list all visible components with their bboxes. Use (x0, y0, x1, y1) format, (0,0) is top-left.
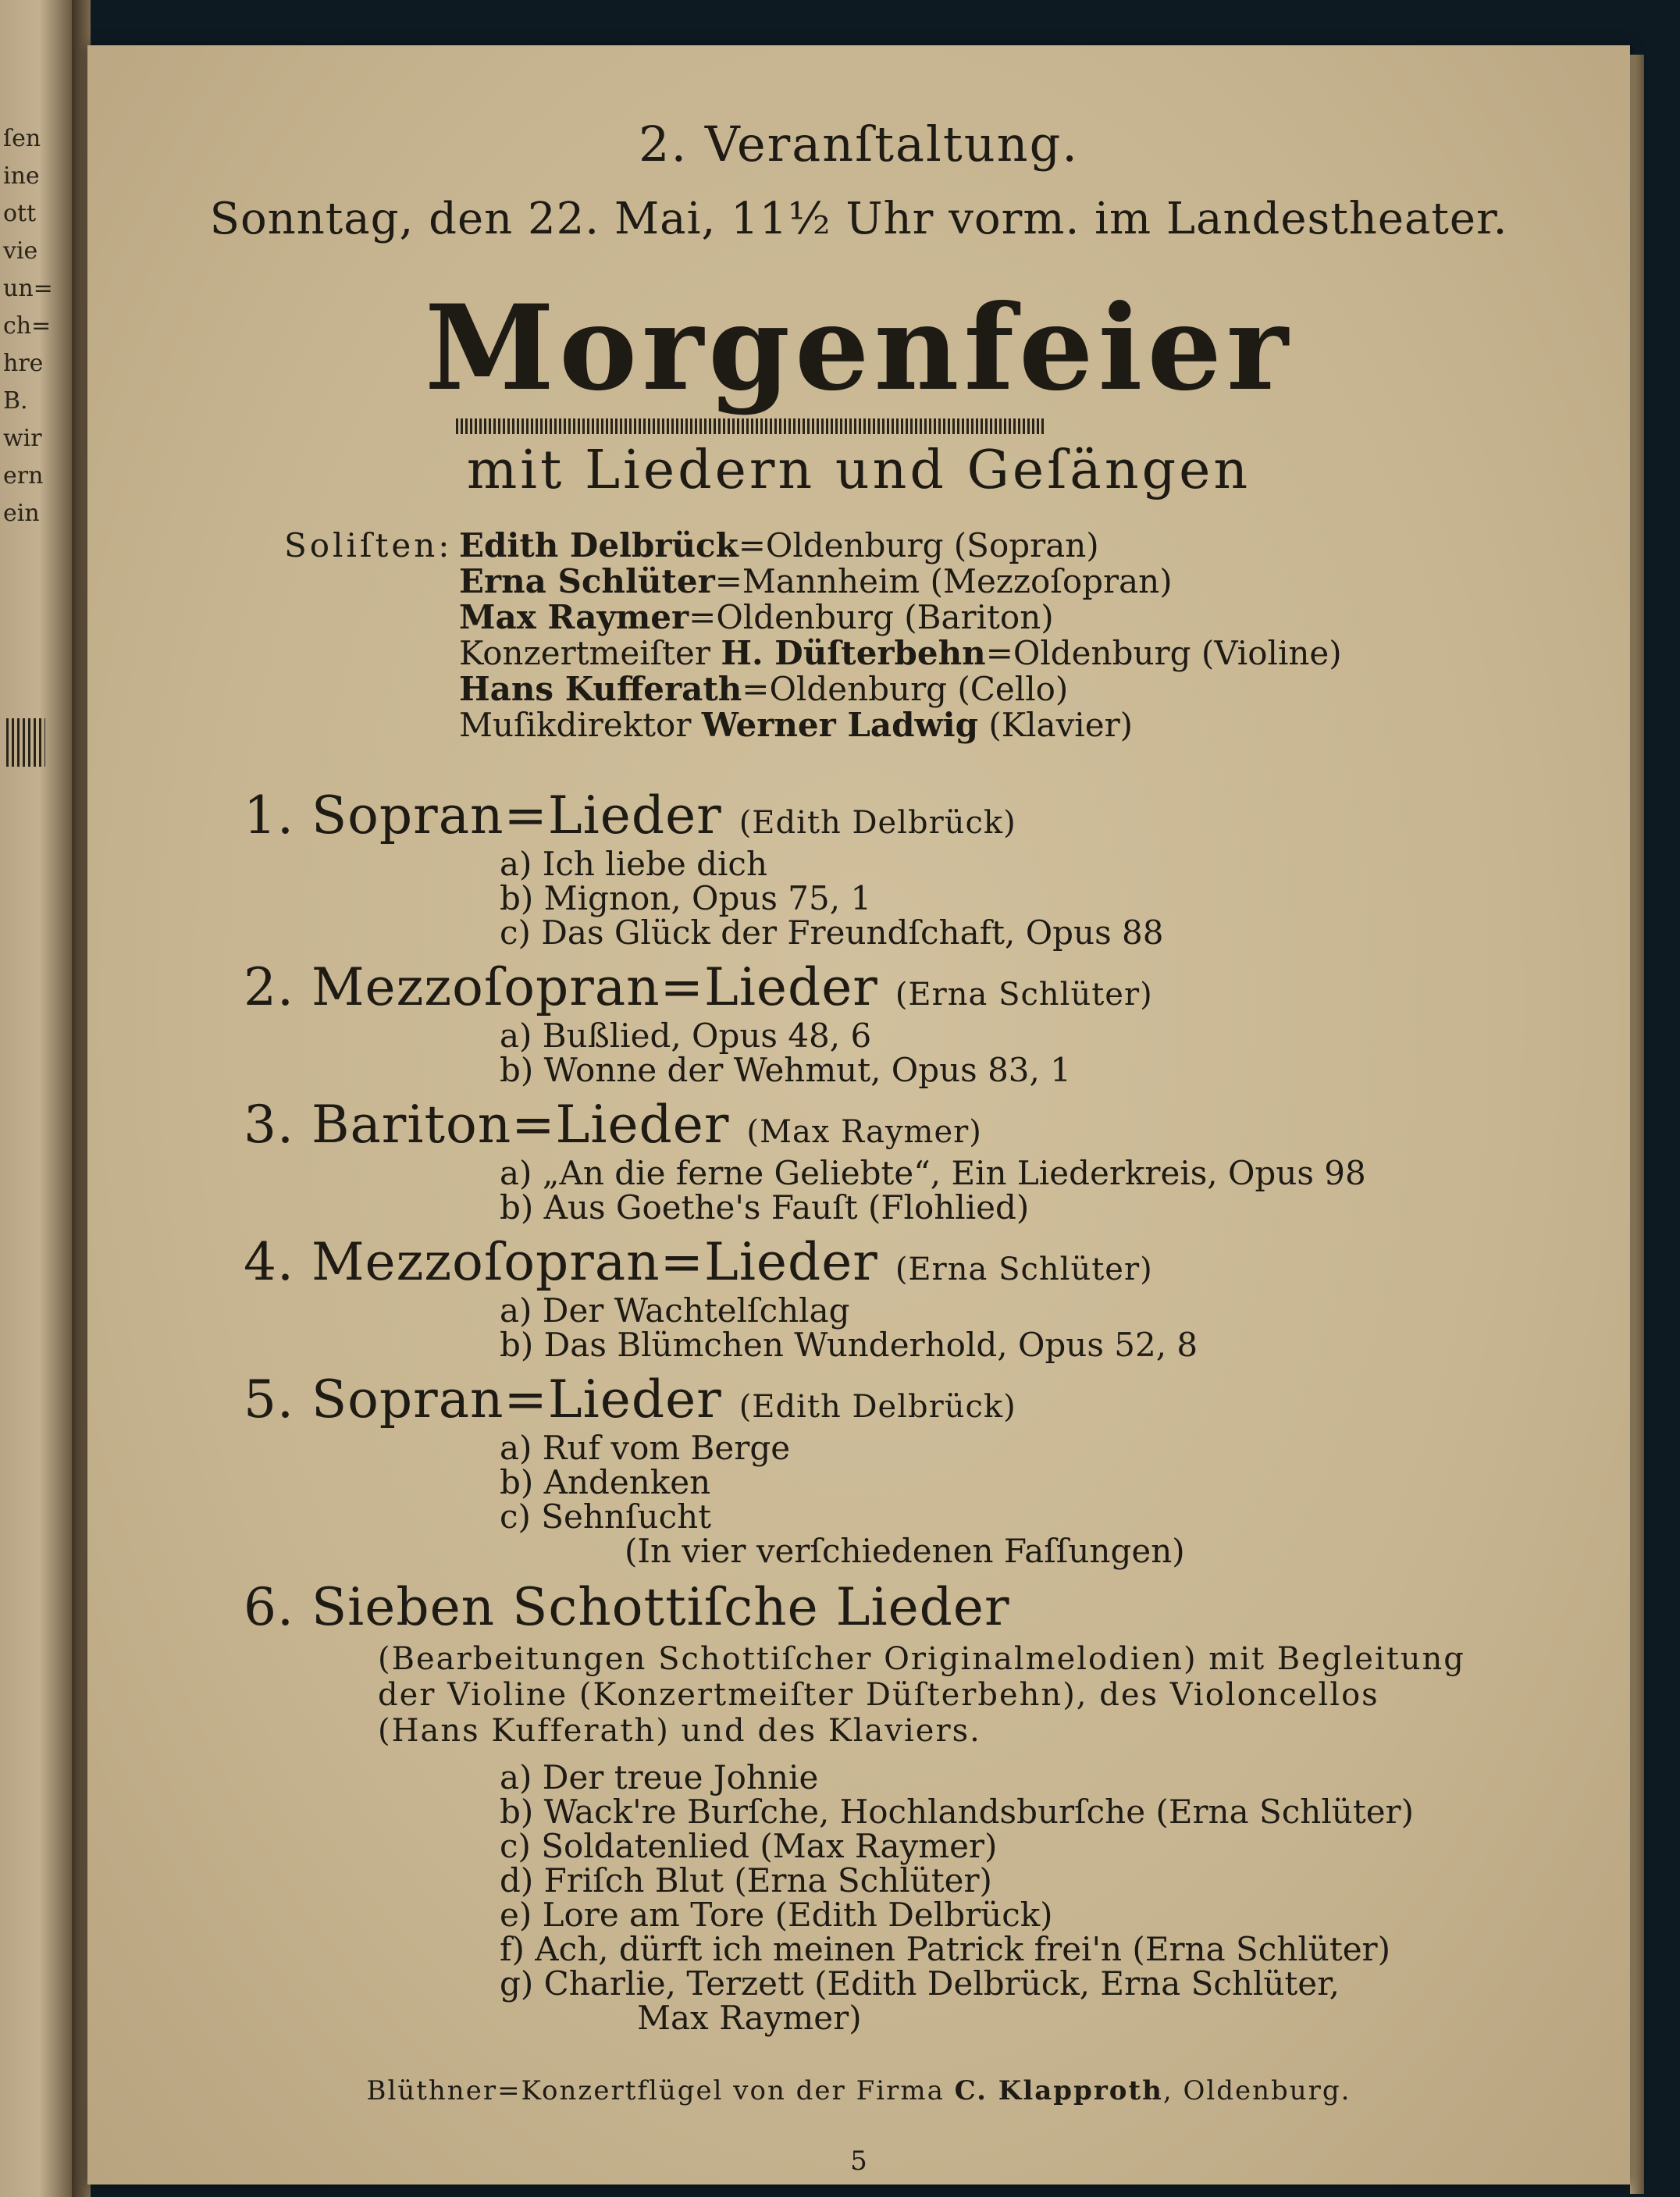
facing-ornament (6, 718, 45, 767)
page-title: Morgenfeier (425, 280, 1293, 417)
program-item: d) Friſch Blut (Erna Schlüter) (500, 1861, 992, 1900)
event-number: 2. Veranſtaltung. (639, 116, 1079, 173)
program-item: a) Ich liebe dich (500, 845, 767, 883)
program-item: a) Der Wachtelſchlag (500, 1291, 850, 1330)
program-section-heading: 5. Sopran=Lieder (Edith Delbrück) (244, 1369, 1016, 1430)
soloist-line: Max Raymer=Oldenburg (Bariton) (459, 598, 1054, 636)
section-description: (Bearbeitungen Schottiſcher Originalmelodien) mit Begleitung (378, 1641, 1465, 1677)
facing-text: ott (3, 200, 37, 227)
program-item: a) „An die ferne Geliebte“, Ein Liederkreis, Opus 98 (500, 1154, 1366, 1192)
program-section-heading: 4. Mezzoſopran=Lieder (Erna Schlüter) (244, 1232, 1153, 1292)
program-item: a) Bußlied, Opus 48, 6 (500, 1017, 872, 1055)
page-number: 5 (850, 2145, 867, 2177)
program-item: b) Wonne der Wehmut, Opus 83, 1 (500, 1051, 1071, 1089)
program-item: e) Lore am Tore (Edith Delbrück) (500, 1896, 1053, 1934)
soloist-line: Muſikdirektor Werner Ladwig (Klavier) (459, 706, 1134, 744)
program-item: b) Wack're Burſche, Hochlandsburſche (Erna Schlüter) (500, 1793, 1415, 1831)
program-item: f) Ach, dürft ich meinen Patrick frei'n (Erna Schlüter) (500, 1930, 1391, 1968)
piano-credit: Blüthner=Konzertflügel von der Firma C. Klapproth, Oldenburg. (366, 2075, 1351, 2106)
program-item: c) Soldatenlied (Max Raymer) (500, 1827, 998, 1865)
page-subtitle: mit Liedern und Geſängen (466, 440, 1251, 501)
section-description: (Hans Kufferath) und des Klaviers. (378, 1713, 981, 1749)
program-section-heading: 1. Sopran=Lieder (Edith Delbrück) (244, 785, 1016, 846)
program-item: b) Mignon, Opus 75, 1 (500, 879, 872, 917)
section-description: der Violine (Konzertmeiſter Düſterbehn), des Violoncellos (378, 1677, 1379, 1713)
facing-text: vie (3, 237, 38, 265)
title-underline (456, 418, 1046, 434)
program-item: a) Der treue Johnie (500, 1758, 819, 1796)
facing-text: ſen (3, 125, 41, 152)
facing-text: un= (3, 275, 53, 302)
program-section-heading: 2. Mezzoſopran=Lieder (Erna Schlüter) (244, 957, 1153, 1017)
program-item-continuation: Max Raymer) (637, 1999, 862, 2037)
program-item: c) Sehnſucht (500, 1497, 712, 1536)
facing-text: B. (3, 387, 28, 415)
program-section-heading: 6. Sieben Schottiſche Lieder (244, 1577, 1010, 1637)
program-section-heading: 3. Bariton=Lieder (Max Raymer) (244, 1095, 982, 1155)
program-item: a) Ruf vom Berge (500, 1429, 791, 1467)
program-item: c) Das Glück der Freundſchaft, Opus 88 (500, 913, 1164, 952)
facing-text: wir (3, 425, 42, 452)
soloists-label: Soliſten: (284, 526, 453, 564)
page-edge (1630, 55, 1644, 2194)
facing-page-fragment (0, 0, 72, 2197)
program-page (87, 45, 1630, 2185)
facing-text: ern (3, 462, 44, 490)
soloist-line: Konzertmeiſter H. Düſterbehn=Oldenburg (Violine) (459, 634, 1342, 672)
facing-text: ein (3, 500, 40, 527)
facing-text: ine (3, 162, 40, 190)
program-item: b) Das Blümchen Wunderhold, Opus 52, 8 (500, 1326, 1198, 1364)
program-item: b) Andenken (500, 1463, 711, 1501)
soloist-line: Erna Schlüter=Mannheim (Mezzoſopran) (459, 562, 1173, 600)
soloist-line: Hans Kufferath=Oldenburg (Cello) (459, 670, 1069, 708)
program-item: b) Aus Goethe's Fauſt (Flohlied) (500, 1188, 1030, 1227)
event-dateline: Sonntag, den 22. Mai, 11½ Uhr vorm. im Landestheater. (209, 194, 1508, 244)
facing-text: ch= (3, 312, 52, 340)
program-item-note: (In vier verſchiedenen Faſſungen) (625, 1532, 1185, 1570)
facing-text: hre (3, 350, 44, 377)
program-item: g) Charlie, Terzett (Edith Delbrück, Erna Schlüter, (500, 1964, 1340, 2003)
soloist-line: Edith Delbrück=Oldenburg (Sopran) (459, 526, 1099, 564)
